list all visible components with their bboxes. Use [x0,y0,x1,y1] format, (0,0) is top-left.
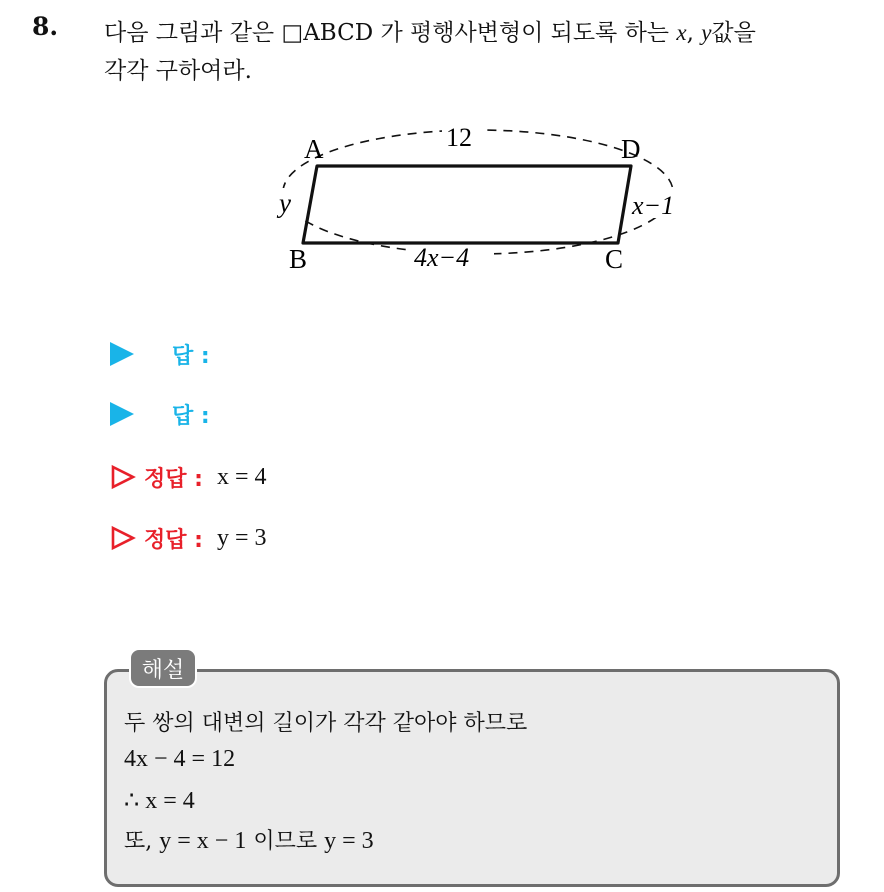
question-line1-a: 다음 그림과 같은 □ABCD 가 평행사변형이 되도록 하는 [104,20,677,46]
correct-answer-row-2 [110,522,267,554]
parallelogram-figure [270,110,700,290]
solution-line-1: 두 쌍의 대변의 길이가 각각 같아야 하므로 [124,711,528,736]
answer-label: 답 : [172,343,210,369]
solution-line-4: 또, y = x − 1 이므로 y = 3 [124,828,374,854]
correct-answer-value: x = 4 [216,463,267,490]
length-label-left: y [279,188,291,218]
vertex-label-d: D [621,134,641,164]
answer-label: 답 : [172,403,210,429]
length-label-bottom: 4x−4 [414,243,470,272]
outline-arrow-icon [110,525,136,551]
length-label-right: x−1 [632,191,675,220]
vertex-label-c: C [605,244,624,274]
solution-line-2: 4x − 4 = 12 [124,746,236,772]
question-comma: , [686,20,702,46]
length-label-top: 12 [446,123,472,152]
solution-line-3: ∴ x = 4 [124,788,195,814]
answer-row-2 [110,398,210,430]
question-var-y: y [701,20,712,45]
question-line1-b: 값을 [711,20,756,46]
question-var-x: x [676,20,687,45]
correct-answer-value: y = 3 [216,524,267,551]
parallelogram-abcd [303,166,631,243]
solution-tab: 해설 [129,648,197,688]
play-arrow-icon [110,402,134,426]
vertex-label-a: A [304,134,324,164]
outline-arrow-icon [110,464,136,490]
correct-answer-label: 정답 : [144,527,203,553]
question-text [104,14,874,90]
correct-answer-label: 정답 : [144,466,203,492]
play-arrow-icon [110,342,134,366]
vertex-label-b: B [289,244,308,274]
question-line2: 각각 구하여라. [104,58,252,84]
answer-row-1 [110,338,210,370]
question-number: 8. [32,12,59,41]
correct-answer-row-1 [110,461,267,493]
